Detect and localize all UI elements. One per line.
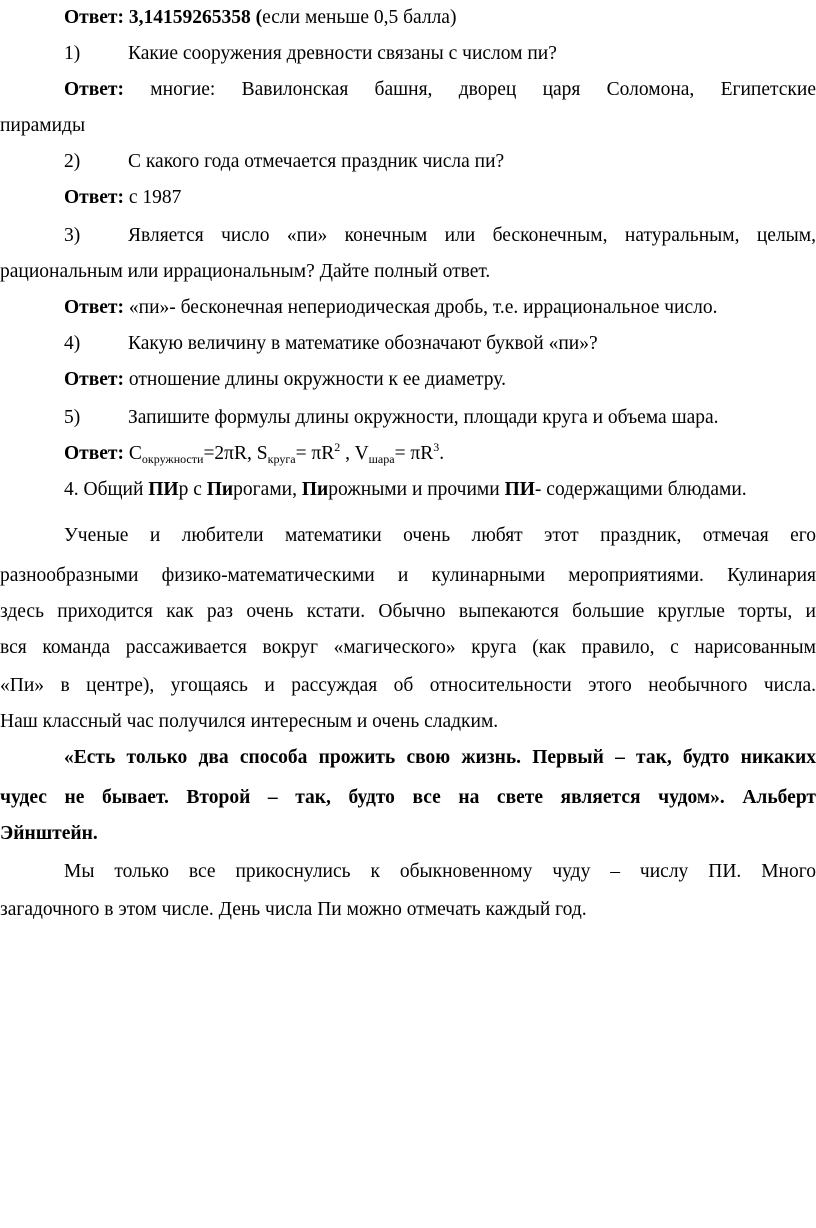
paragraph-line: вся команда рассаживается вокруг «магического» круга (как правило, с нарисованным [0,637,816,658]
formula-volume-exp: 3 [433,440,440,454]
formula-area-exp: 2 [334,440,341,454]
answer-2 [64,186,816,210]
heading-part: р с [178,479,207,500]
answer-1 [64,78,816,102]
answer-text: «пи»- бесконечная непериодическая дробь, т.е. иррациональное число. [128,297,718,318]
formula-separator: , V [340,443,369,464]
section-4-heading [64,478,816,502]
question-number: 2) [64,151,81,172]
formula-volume-sub: шара [368,452,395,466]
question-number: 5) [64,407,81,428]
heading-part: 4. Общий [64,479,149,500]
question-text: Какую величину в математике обозначают буквой «пи»? [128,333,598,354]
answer-text: отношение длины окружности к ее диаметру. [128,369,506,390]
question-3-continued [0,260,816,284]
paragraph-line: «Пи» в центре), угощаясь и рассуждая об относительности этого необычного числа. [0,675,816,696]
paragraph-line: разнообразными физико-математическими и кулинарными мероприятиями. Кулинария [0,565,816,586]
answer-label: Ответ: [64,7,125,28]
question-text: Какие сооружения древности связаны с числом пи? [128,43,557,64]
paren: ( [255,7,263,28]
answer-label: Ответ: [64,369,125,390]
question-text: С какого года отмечается праздник числа пи? [128,151,505,172]
paragraph-line: здесь приходится как раз очень кстати. Обычно выпекаются большие круглые торты, и [0,601,816,622]
answer-5 [64,442,816,466]
heading-bold: Пи [301,479,329,500]
formula-end: . [439,443,445,464]
quote-line: «Есть только два способа прожить свою жизнь. Первый – так, будто никаких [64,747,816,768]
score-note: если меньше 0,5 балла) [262,7,457,28]
formula-area-sub: круга [267,452,296,466]
answer-text: многие: Вавилонская башня, дворец царя Соломона, Египетские [150,79,816,100]
paragraph-line: Мы только все прикоснулись к обыкновенному чуду – числу ПИ. Много [64,861,816,882]
question-text: Является число «пи» конечным или бесконечным, натуральным, целым, [128,225,816,246]
heading-bold: ПИ [148,479,179,500]
formula-volume: = πR [394,443,434,464]
question-number: 1) [64,43,81,64]
answer-line-0 [64,6,816,30]
question-text: рациональным или иррациональным? Дайте полный ответ. [0,261,491,282]
answer-1-continued [0,114,816,138]
quote-line: чудес не бывает. Второй – так, будто все на свете является чудом». Альберт [0,787,816,808]
question-text: Запишите формулы длины окружности, площади круга и объема шара. [128,407,719,428]
quote-author: Эйнштейн. [0,823,98,844]
paragraph-line: Наш классный час получился интересным и очень сладким. [0,711,499,732]
answer-label: Ответ: [64,187,125,208]
answer-label: Ответ: [64,297,125,318]
answer-label: Ответ: [64,79,125,100]
formula-area: = πR [295,443,335,464]
question-number: 4) [64,333,81,354]
pi-value: 3,14159265358 [128,7,251,28]
heading-part: - содержащими блюдами. [534,479,747,500]
heading-bold: ПИ [504,479,535,500]
answer-label: Ответ: [64,443,125,464]
answer-text: пирамиды [0,115,86,136]
answer-3 [64,296,816,320]
heading-part: рожными и прочими [328,479,505,500]
answer-text: с 1987 [128,187,182,208]
answer-4 [64,368,816,392]
heading-bold: Пи [206,479,234,500]
question-number: 3) [64,225,81,246]
formula-circumference: $C_{окружности}=2\pi R$, S [128,443,268,466]
paragraph-line: загадочного в этом числе. День числа Пи можно отмечать каждый год. [0,899,587,920]
heading-part: рогами, [233,479,302,500]
paragraph-line: Ученые и любители математики очень любят этот праздник, отмечая его [64,525,816,546]
